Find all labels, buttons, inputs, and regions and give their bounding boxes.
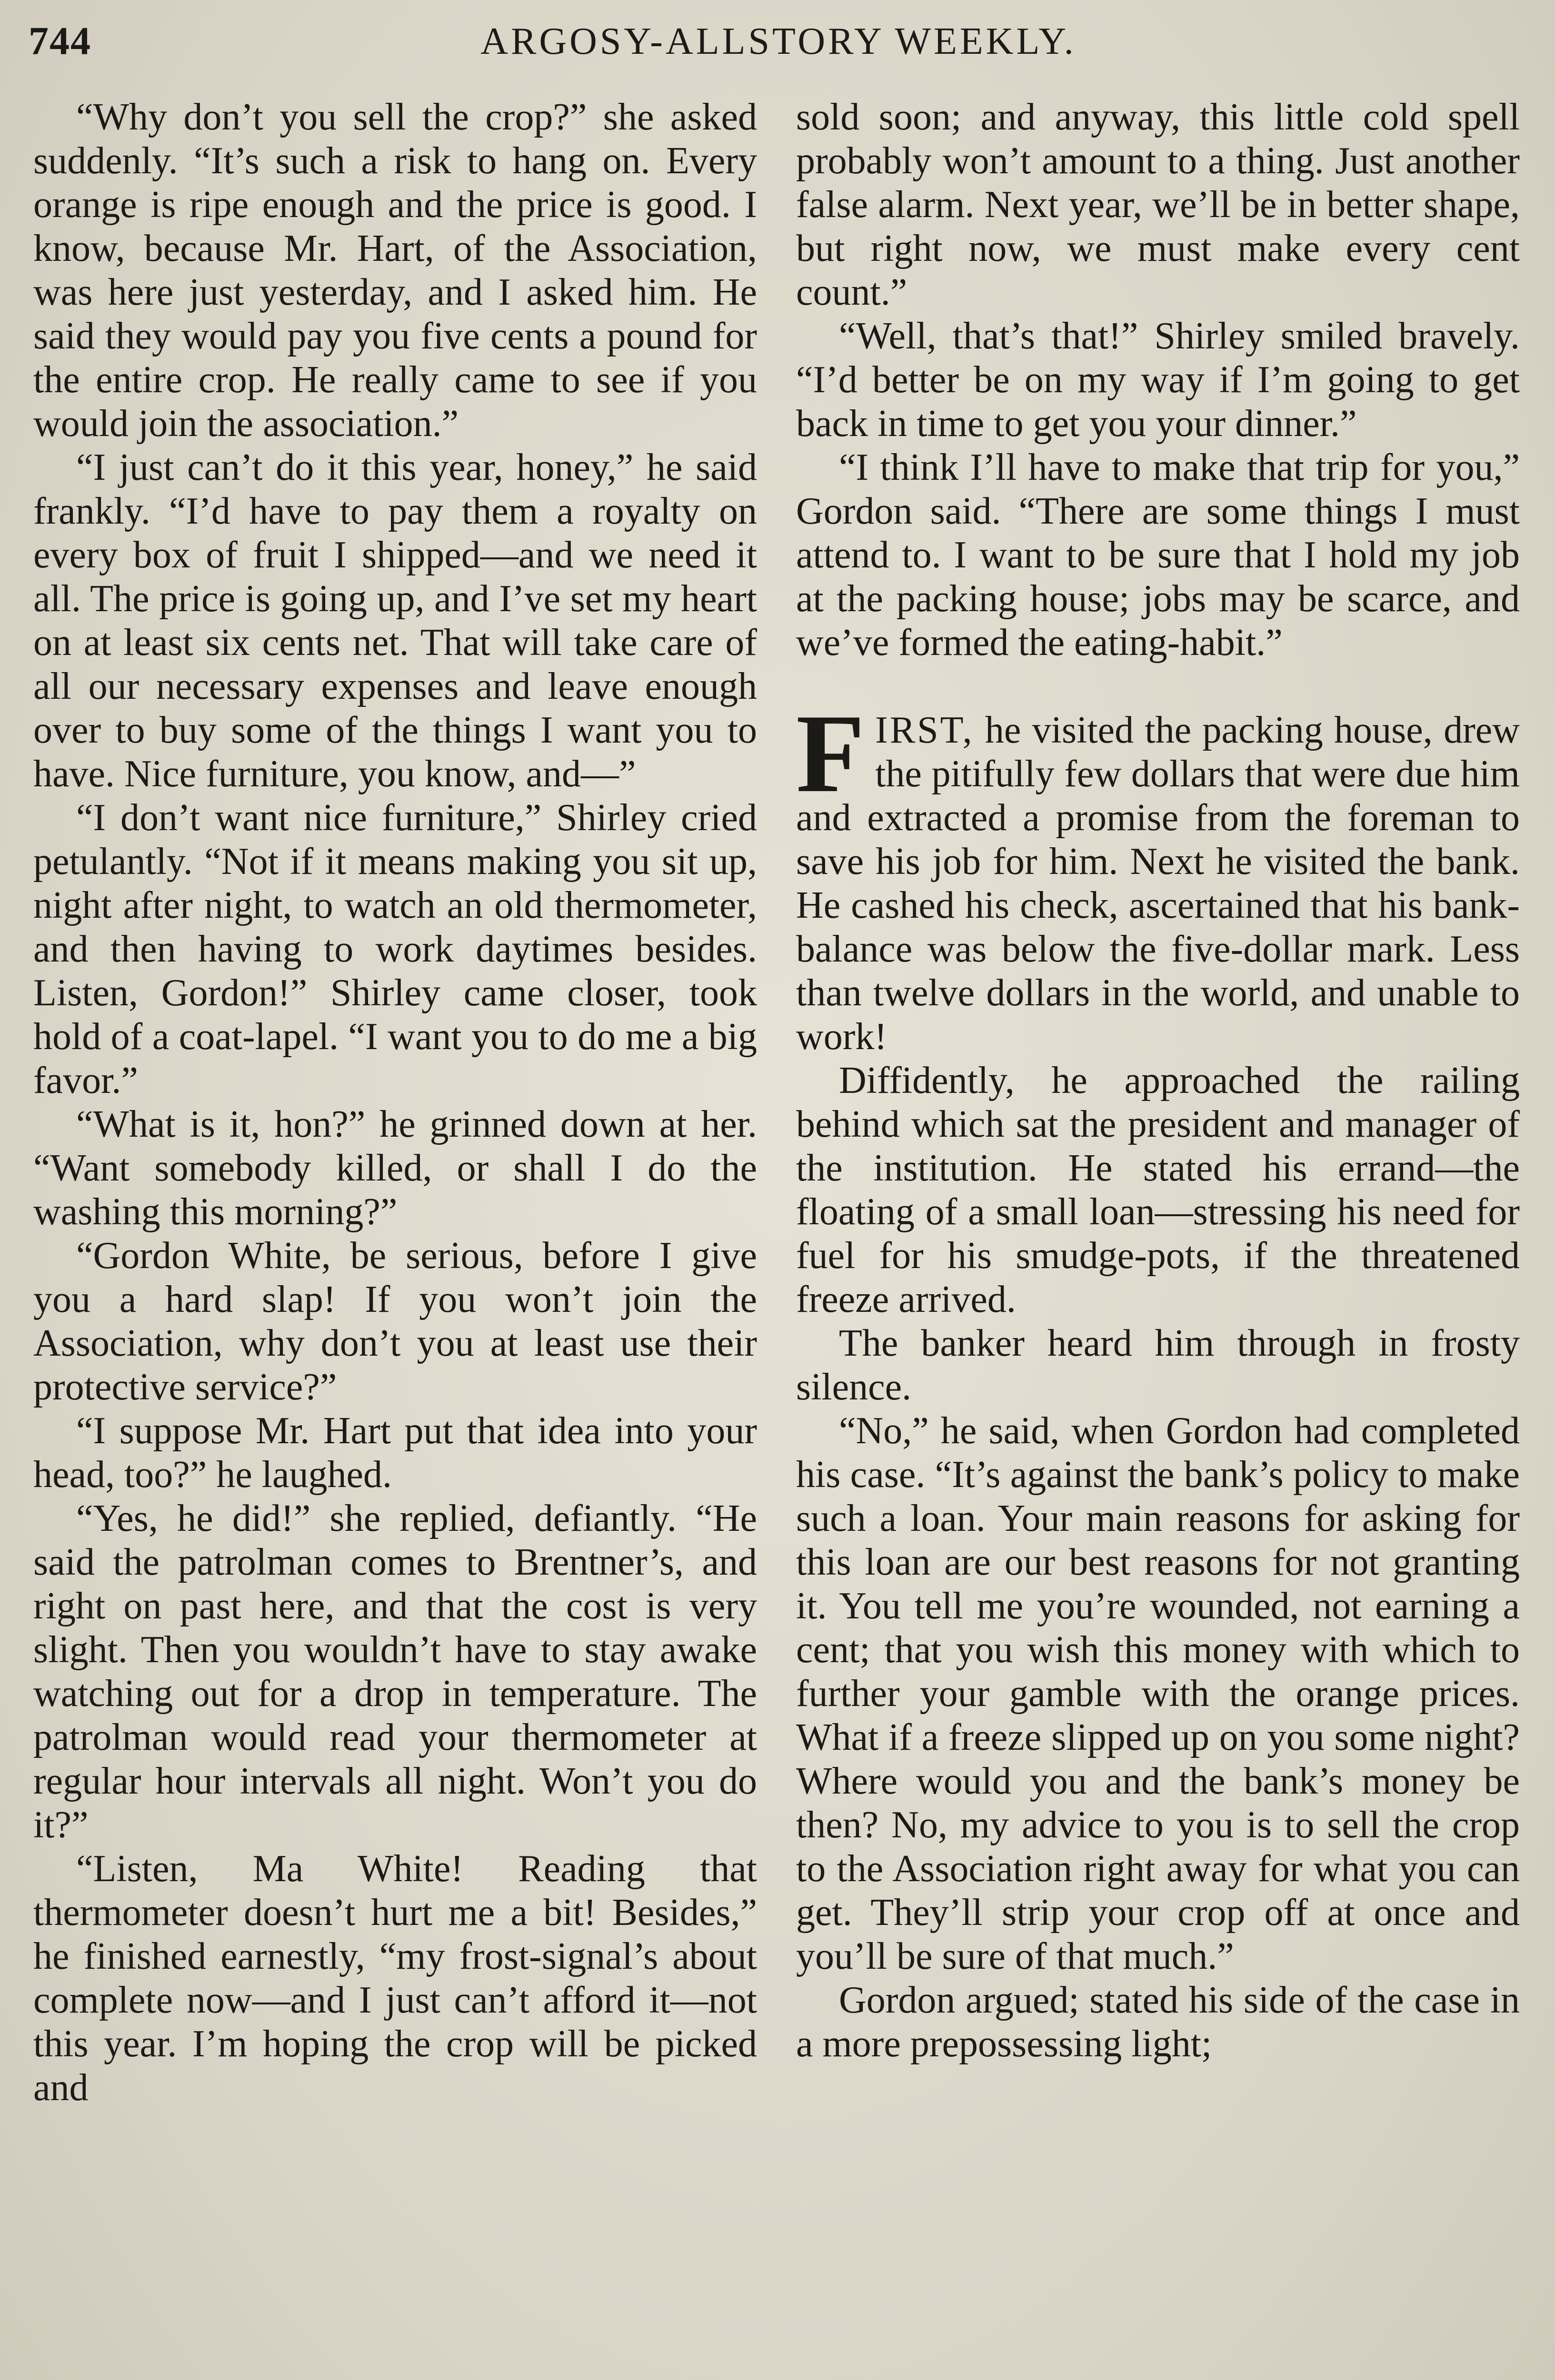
paragraph: “I suppose Mr. Hart put that idea into your head, too?” he laughed.	[33, 1410, 757, 1496]
paragraph-text: he visited the packing house, drew the pitifully few dollars that were due him and extracted a promise from the foreman to save his job for him. Next he visited the bank. He cashed his check, ascertained that his bank-balance was below the five-dollar mark. Less than twelve dollars in the world, and unable to work!	[796, 709, 1520, 1058]
paragraph: sold soon; and anyway, this little cold spell probably won’t amount to a thing. Just another false alarm. Next year, we’ll be in better shape, but right now, we must make every cent count.”	[796, 96, 1520, 313]
paragraph: “Why don’t you sell the crop?” she asked suddenly. “It’s such a risk to hang on. Every orange is ripe enough and the price is good. I know, because Mr. Hart, of the Association, was here just yesterday, and I asked him. He said they would pay you five cents a pound for the entire crop. He really came to see if you would join the association.”	[33, 96, 757, 445]
paragraph: Diffidently, he approached the railing behind which sat the president and manager of the institution. He stated his errand—the floating of a small loan—stressing his need for fuel for his smudge-pots, if the threatened freeze arrived.	[796, 1060, 1520, 1320]
paragraph: “Well, that’s that!” Shirley smiled bravely. “I’d better be on my way if I’m going to get back in time to get you your dinner.”	[796, 315, 1520, 445]
section-break	[796, 664, 1520, 708]
page-number: 744	[29, 19, 91, 63]
first-word: IRST,	[875, 709, 974, 751]
running-head: ARGOSY-ALLSTORY WEEKLY.	[480, 20, 1077, 62]
left-column	[33, 95, 757, 2380]
paragraph: Gordon argued; stated his side of the case in a more prepossessing light;	[796, 1979, 1520, 2065]
page-header	[29, 10, 1528, 71]
paragraph: “No,” he said, when Gordon had completed his case. “It’s against the bank’s policy to make such a loan. Your main reasons for asking for this loan are our best reasons for not granting it. You tell me you’re wounded, not earning a cent; that you wish this money with which to further your gamble with the orange prices. What if a freeze slipped up on you some night? Where would you and the bank’s money be then? No, my advice to you is to sell the crop to the Association right away for what you can get. They’ll strip your crop off at once and you’ll be sure of that much.”	[796, 1410, 1520, 1977]
paragraph: “What is it, hon?” he grinned down at her. “Want somebody killed, or shall I do the washing this morning?”	[33, 1103, 757, 1233]
paragraph: “Listen, Ma White! Reading that thermometer doesn’t hurt me a bit! Besides,” he finished earnestly, “my frost-signal’s about complete now—and I just can’t afford it—not this year. I’m hoping the crop will be picked and	[33, 1848, 757, 2109]
section-opening-paragraph	[796, 692, 1520, 1059]
paragraph: “I think I’ll have to make that trip for you,” Gordon said. “There are some things I must attend to. I want to be sure that I hold my job at the packing house; jobs may be scarce, and we’ve formed the eating-habit.”	[796, 446, 1520, 664]
paragraph: “Gordon White, be serious, before I give you a hard slap! If you won’t join the Association, why don’t you at least use their protective service?”	[33, 1235, 757, 1408]
right-column	[796, 95, 1520, 2380]
drop-cap: F	[796, 692, 865, 816]
paragraph: The banker heard him through in frosty silence.	[796, 1322, 1520, 1408]
paragraph: “I just can’t do it this year, honey,” he said frankly. “I’d have to pay them a royalty on every box of fruit I shipped—and we need it all. The price is going up, and I’ve set my heart on at least six cents net. That will take care of all our necessary expenses and leave enough over to buy some of the things I want you to have. Nice furniture, you know, and—”	[33, 446, 757, 795]
paragraph: “Yes, he did!” she replied, defiantly. “He said the patrolman comes to Brentner’s, and right on past here, and that the cost is very slight. Then you wouldn’t have to stay awake watching out for a drop in temperature. The patrolman would read your thermometer at regular hour intervals all night. Won’t you do it?”	[33, 1497, 757, 1846]
paragraph: “I don’t want nice furniture,” Shirley cried petulantly. “Not if it means making you sit up, night after night, to watch an old thermometer, and then having to work daytimes besides. Listen, Gordon!” Shirley came closer, took hold of a coat-lapel. “I want you to do me a big favor.”	[33, 797, 757, 1101]
